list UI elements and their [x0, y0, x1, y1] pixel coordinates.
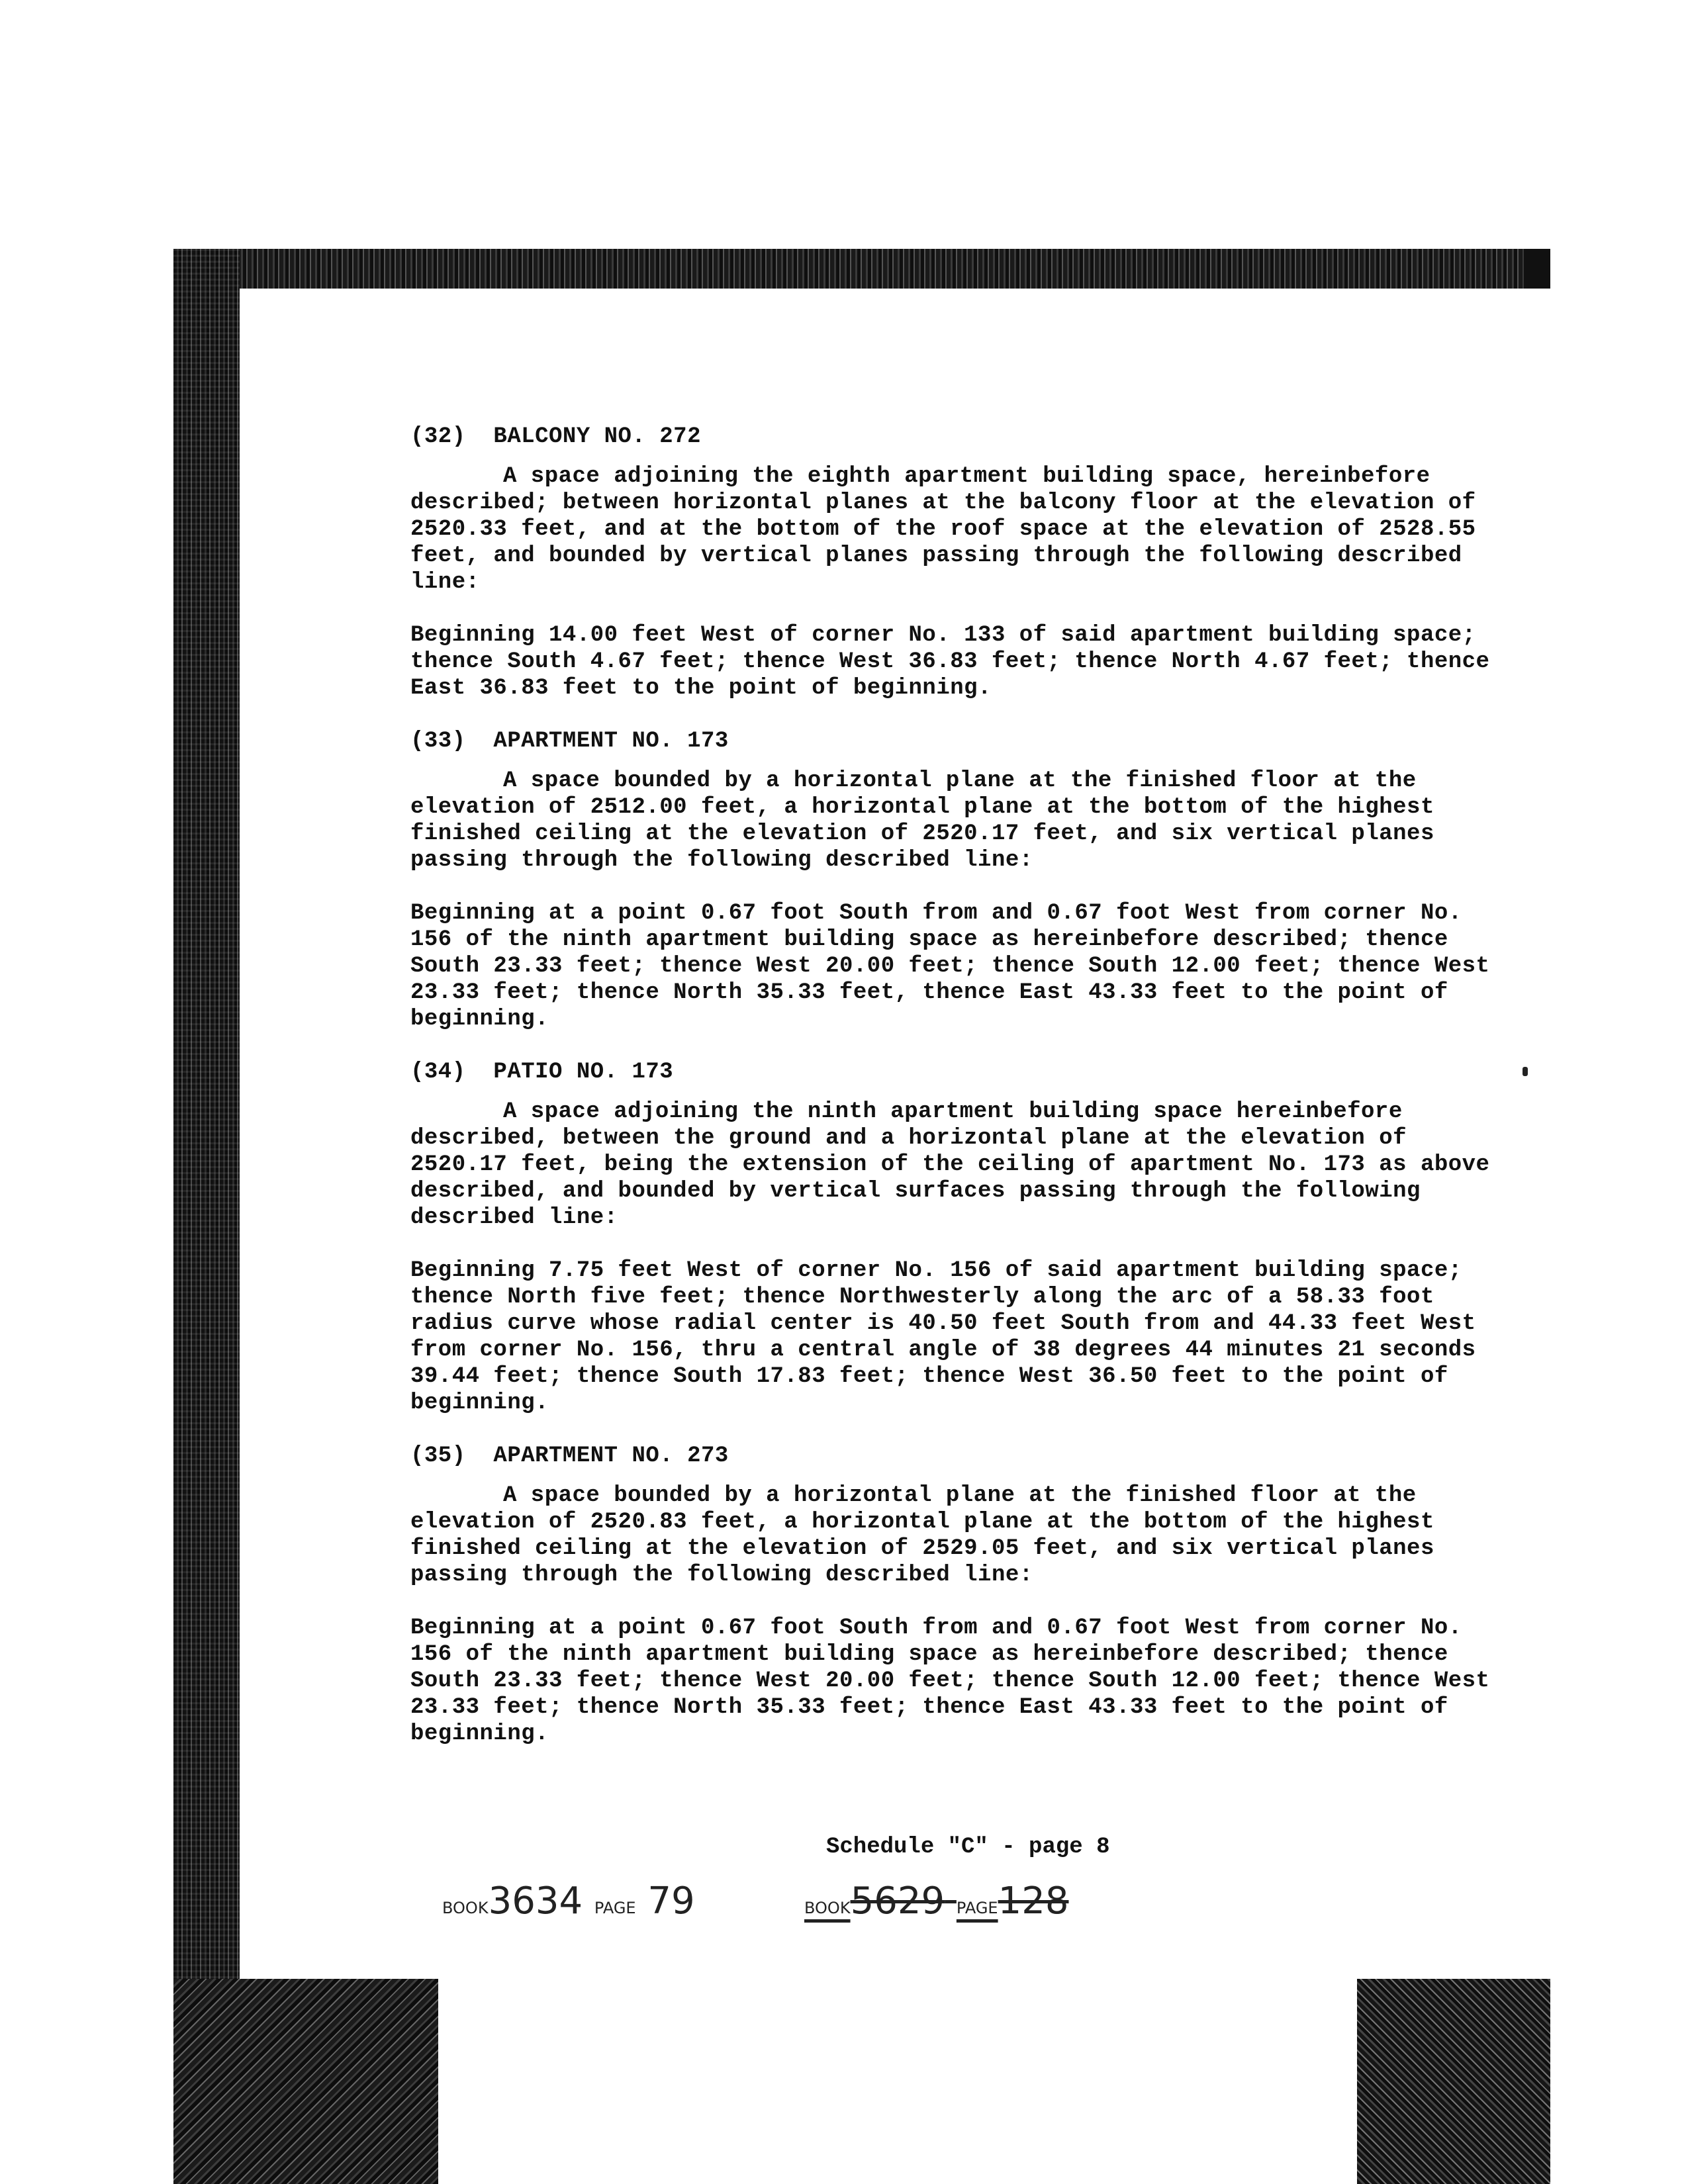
- margin-dot: [1523, 1067, 1528, 1076]
- scan-border-right: [1524, 249, 1550, 289]
- section-patio-173: [410, 1059, 1496, 1416]
- stamp-page-label: PAGE: [594, 1899, 636, 1917]
- stamp-book-number: 5629: [850, 1880, 945, 1923]
- section-heading: (35) APARTMENT NO. 273: [410, 1443, 729, 1469]
- stamp-book-number: 3634: [488, 1880, 583, 1923]
- stamp-book-label: BOOK: [442, 1899, 489, 1917]
- schedule-footer: Schedule "C" - page 8: [826, 1835, 1110, 1860]
- section-paragraph: A space adjoining the eighth apartment building space, hereinbefore described; between horizontal planes at the balcony floor at the elevation of 2520.33 feet, and at the bottom of the roof space at the elevation of 2528.55 feet, and bounded by vertical planes passing through the following described line:: [410, 464, 1476, 595]
- stamp-page-number: 79: [647, 1880, 695, 1923]
- section-description: Beginning at a point 0.67 foot South from and 0.67 foot West from corner No. 156 of the ninth apartment building space as hereinbefore described; thence South 23.33 feet; thence West 20.00 feet; thence South 12.00 feet; thence West 23.33 feet; thence North 35.33 feet; thence East 43.33 feet to the point of beginning.: [410, 1615, 1490, 1747]
- section-paragraph: A space adjoining the ninth apartment building space hereinbefore described, between the ground and a horizontal plane at the elevation of 2520.17 feet, being the extension of the ceiling of apartment No. 173 as above described, and bounded by vertical surfaces passing through the following described line:: [410, 1099, 1490, 1230]
- book-page-stamp-struck: [804, 1880, 1068, 1923]
- stamp-page-label: PAGE: [956, 1899, 998, 1917]
- section-apartment-273: [410, 1443, 1496, 1747]
- section-description: Beginning at a point 0.67 foot South from and 0.67 foot West from corner No. 156 of the ninth apartment building space as hereinbefore described; thence South 23.33 feet; thence West 20.00 feet; thence South 12.00 feet; thence West 23.33 feet; thence North 35.33 feet, thence East 43.33 feet to the point of beginning.: [410, 901, 1490, 1032]
- scan-border-top: [173, 249, 1550, 289]
- scan-corner-bottom-right: [1357, 1979, 1550, 2184]
- section-description: Beginning 7.75 feet West of corner No. 156 of said apartment building space; thence North five feet; thence Northwesterly along the arc of a 58.33 foot radius curve whose radial center is 40.50 feet South from and 44.33 feet West from corner No. 156, thru a central angle of 38 degrees 44 minutes 21 seconds 39.44 feet; thence South 17.83 feet; thence West 36.50 feet to the point of beginning.: [410, 1258, 1476, 1416]
- document-body: [410, 424, 1496, 1774]
- section-heading: (32) BALCONY NO. 272: [410, 424, 701, 449]
- section-heading: (34) PATIO NO. 173: [410, 1060, 674, 1085]
- section-description: Beginning 14.00 feet West of corner No. 133 of said apartment building space; thence South 4.67 feet; thence West 36.83 feet; thence North 4.67 feet; thence East 36.83 feet to the point of beginning.: [410, 623, 1490, 701]
- stamp-book-label: BOOK: [804, 1899, 851, 1917]
- section-apartment-173: [410, 728, 1496, 1032]
- section-heading: (33) APARTMENT NO. 173: [410, 729, 729, 754]
- section-balcony-272: [410, 424, 1496, 702]
- stamp-page-number: 128: [998, 1880, 1069, 1923]
- scan-corner-bottom-left: [173, 1979, 438, 2184]
- scan-border-left: [173, 249, 240, 2184]
- book-page-stamp: [442, 1880, 695, 1923]
- section-paragraph: A space bounded by a horizontal plane at the finished floor at the elevation of 2520.83 feet, a horizontal plane at the bottom of the highest finished ceiling at the elevation of 2529.05 feet, and six vertical planes passing through the following described line:: [410, 1483, 1434, 1588]
- section-paragraph: A space bounded by a horizontal plane at the finished floor at the elevation of 2512.00 feet, a horizontal plane at the bottom of the highest finished ceiling at the elevation of 2520.17 feet, and six vertical planes passing through the following described line:: [410, 768, 1434, 873]
